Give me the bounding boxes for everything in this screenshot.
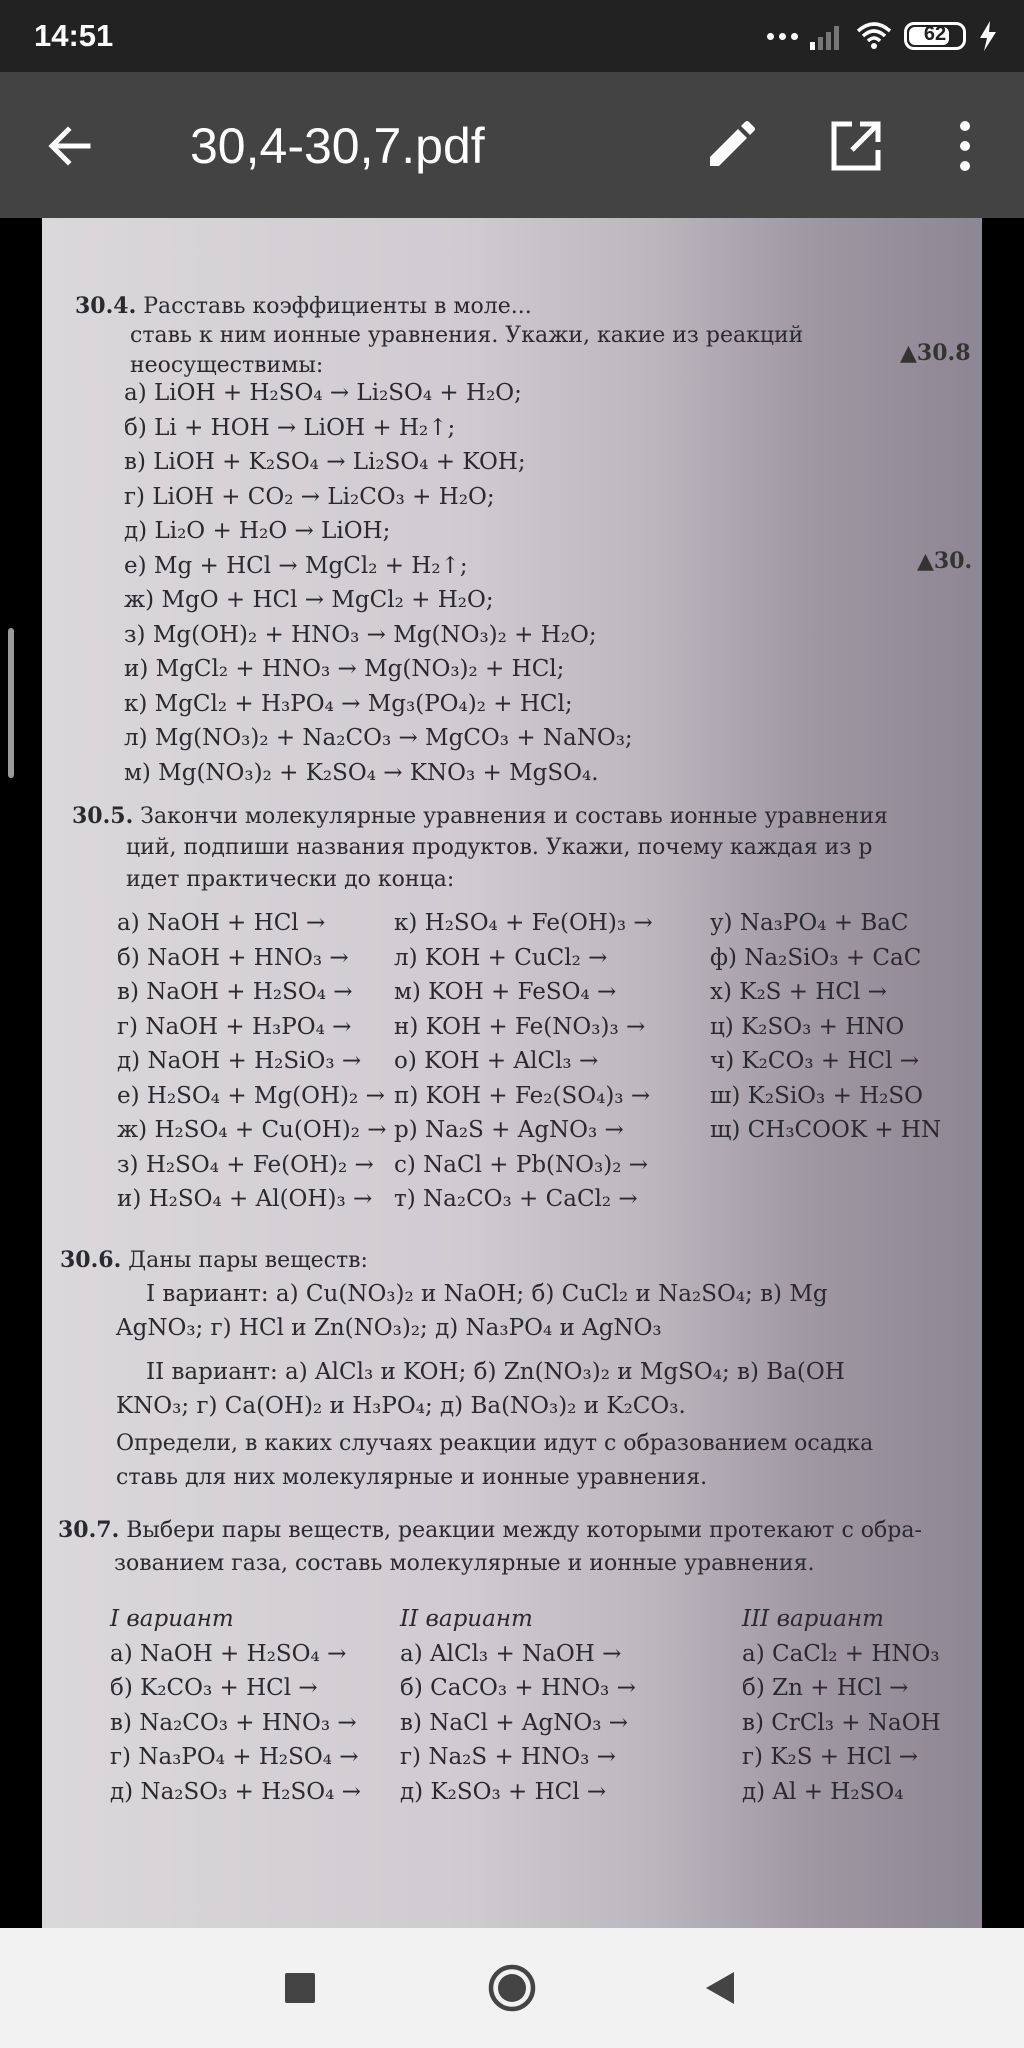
list-item: ц) K₂SO₃ + HNO (710, 1013, 905, 1040)
list-item: м) KOH + FeSO₄ → (394, 979, 617, 1005)
list-item: ж) MgO + HCl → MgCl₂ + H₂O; (124, 587, 494, 613)
exercise-30-5-column-1 (117, 906, 387, 1217)
exercise-30-4-items (124, 376, 633, 790)
variant-heading: II вариант (400, 1606, 533, 1632)
list-item: б) Zn + HCl → (742, 1675, 909, 1701)
battery-icon (904, 22, 966, 50)
navigation-bar (0, 1928, 1024, 2048)
exercise-number: 30.7. (58, 1517, 120, 1543)
list-item: ф) Na₂SiO₃ + CaC (710, 944, 922, 971)
list-item: д) Al + H₂SO₄ (742, 1778, 904, 1805)
document-title: 30,4-30,7.pdf (190, 118, 485, 174)
battery-level: 62 (923, 23, 947, 45)
list-item: ж) H₂SO₄ + Cu(OH)₂ → (117, 1117, 387, 1143)
exercise-30-7-variant-2 (400, 1602, 636, 1809)
list-item: е) H₂SO₄ + Mg(OH)₂ → (117, 1082, 385, 1109)
list-item: з) Mg(OH)₂ + HNO₃ → Mg(NO₃)₂ + H₂O; (124, 621, 597, 648)
exercise-30-6-line-4: II вариант: а) AlCl₃ и KOH; б) Zn(NO₃)₂ и MgSO₄; в) Ba(OH (146, 1359, 845, 1385)
exercise-30-7-line-1: 30.7. Выбери пары веществ, реакции между которыми протекают с обра- (58, 1517, 922, 1543)
list-item: и) H₂SO₄ + Al(OH)₃ → (117, 1186, 373, 1212)
edit-pencil-icon[interactable] (700, 116, 760, 176)
list-item: в) CrCl₃ + NaOH (742, 1709, 941, 1736)
exercise-30-6-line-2: I вариант: а) Cu(NO₃)₂ и NaOH; б) CuCl₂ и Na₂SO₄; в) Mg (146, 1281, 828, 1307)
margin-mark: ▲30.8 (900, 340, 971, 366)
list-item: е) Mg + HCl → MgCl₂ + H₂↑; (124, 552, 468, 579)
list-item: и) MgCl₂ + HNO₃ → Mg(NO₃)₂ + HCl; (124, 656, 565, 682)
list-item: з) H₂SO₄ + Fe(OH)₂ → (117, 1151, 374, 1178)
list-item: ш) K₂SiO₃ + H₂SO (710, 1082, 924, 1109)
wifi-icon (856, 21, 892, 51)
list-item: б) Li + HOH → LiOH + H₂↑; (124, 414, 456, 441)
back-arrow-icon[interactable] (40, 116, 100, 176)
recents-square-icon[interactable] (270, 1958, 330, 2018)
more-dots-icon (767, 33, 798, 40)
status-bar (0, 0, 1024, 72)
list-item: д) NaOH + H₂SiO₃ → (117, 1048, 362, 1074)
list-item: х) K₂S + HCl → (710, 979, 887, 1005)
app-bar (0, 72, 1024, 218)
exercise-number: 30.4. (75, 293, 137, 319)
exercise-30-7-variant-1 (110, 1602, 361, 1809)
list-item: п) KOH + Fe₂(SO₄)₃ → (394, 1082, 651, 1109)
list-item: о) KOH + AlCl₃ → (394, 1048, 599, 1074)
list-item: д) K₂SO₃ + HCl → (400, 1778, 607, 1805)
list-item: л) KOH + CuCl₂ → (394, 944, 608, 971)
list-item: г) LiOH + CO₂ → Li₂CO₃ + H₂O; (124, 483, 495, 510)
exercise-30-4-line-2: ставь к ним ионные уравнения. Укажи, какие из реакций (130, 323, 804, 348)
exercise-30-6-line-1: 30.6. Даны пары веществ: (60, 1247, 368, 1273)
exercise-30-7-line-2: зованием газа, составь молекулярные и ионные уравнения. (114, 1551, 815, 1576)
list-item: г) NaOH + H₃PO₄ → (117, 1013, 352, 1040)
status-icons (767, 16, 998, 56)
list-item: р) Na₂S + AgNO₃ → (394, 1117, 624, 1143)
list-item: а) AlCl₃ + NaOH → (400, 1640, 622, 1667)
list-item: г) Na₂S + HNO₃ → (400, 1744, 616, 1770)
list-item: щ) CH₃COOK + HN (710, 1117, 942, 1143)
list-item: к) MgCl₂ + H₃PO₄ → Mg₃(PO₄)₂ + HCl; (124, 690, 573, 717)
list-item: с) NaCl + Pb(NO₃)₂ → (394, 1151, 648, 1178)
list-item: д) Li₂O + H₂O → LiOH; (124, 518, 391, 544)
exercise-30-6-line-3: AgNO₃; г) HCl и Zn(NO₃)₂; д) Na₃PO₄ и AgNO₃ (116, 1315, 662, 1341)
home-circle-icon[interactable] (482, 1958, 542, 2018)
signal-icon (810, 22, 844, 50)
list-item: в) LiOH + K₂SO₄ → Li₂SO₄ + KOH; (124, 449, 526, 475)
margin-mark: ▲30. (917, 548, 973, 574)
exercise-30-4-line-1: 30.4. Расставь коэффициенты в моле... (75, 293, 532, 319)
scrollbar[interactable] (8, 628, 14, 778)
list-item: у) Na₃PO₄ + BaC (710, 910, 909, 936)
variant-heading: I вариант (110, 1606, 234, 1632)
list-item: к) H₂SO₄ + Fe(OH)₃ → (394, 910, 653, 936)
variant-heading: III вариант (742, 1606, 884, 1632)
list-item: а) LiOH + H₂SO₄ → Li₂SO₄ + H₂O; (124, 380, 522, 406)
list-item: а) CaCl₂ + HNO₃ (742, 1640, 940, 1667)
list-item: б) NaOH + HNO₃ → (117, 944, 349, 971)
list-item: л) Mg(NO₃)₂ + Na₂CO₃ → MgCO₃ + NaNO₃; (124, 725, 633, 751)
list-item: а) NaOH + HCl → (117, 910, 326, 936)
exercise-30-6-line-6: Определи, в каких случаях реакции идут с образованием осадка (116, 1431, 874, 1456)
pdf-page (42, 218, 982, 1928)
list-item: в) NaOH + H₂SO₄ → (117, 979, 353, 1005)
list-item: б) K₂CO₃ + HCl → (110, 1675, 318, 1701)
list-item: в) Na₂CO₃ + HNO₃ → (110, 1709, 357, 1736)
list-item: г) Na₃PO₄ + H₂SO₄ → (110, 1744, 359, 1770)
exercise-30-5-line-3: идет практически до конца: (126, 867, 455, 892)
exercise-30-6-line-7: ставь для них молекулярные и ионные уравнения. (116, 1465, 708, 1490)
exercise-number: 30.5. (72, 803, 134, 829)
list-item: т) Na₂CO₃ + CaCl₂ → (394, 1186, 638, 1212)
list-item: г) K₂S + HCl → (742, 1744, 918, 1770)
list-item: ч) K₂CO₃ + HCl → (710, 1048, 920, 1074)
list-item: м) Mg(NO₃)₂ + K₂SO₄ → KNO₃ + MgSO₄. (124, 759, 599, 786)
more-vert-icon[interactable] (935, 116, 995, 176)
back-triangle-icon[interactable] (690, 1958, 750, 2018)
exercise-30-7-variant-3 (742, 1602, 941, 1809)
charging-icon (978, 21, 998, 51)
exercise-30-4-line-3: неосуществимы: (130, 353, 324, 378)
exercise-30-6-line-5: KNO₃; г) Ca(OH)₂ и H₃PO₄; д) Ba(NO₃)₂ и K₂CO₃. (116, 1393, 686, 1419)
list-item: в) NaCl + AgNO₃ → (400, 1709, 629, 1736)
exercise-number: 30.6. (60, 1247, 122, 1273)
list-item: д) Na₂SO₃ + H₂SO₄ → (110, 1778, 361, 1805)
list-item: н) KOH + Fe(NO₃)₃ → (394, 1013, 646, 1040)
status-time: 14:51 (34, 18, 114, 53)
list-item: б) CaCO₃ + HNO₃ → (400, 1675, 636, 1701)
exercise-30-5-line-2: ций, подпиши названия продуктов. Укажи, почему каждая из р (126, 835, 873, 860)
list-item: а) NaOH + H₂SO₄ → (110, 1640, 347, 1667)
pdf-viewer[interactable] (0, 218, 1024, 1928)
exercise-30-5-column-2 (394, 906, 653, 1217)
open-external-icon[interactable] (826, 116, 886, 176)
exercise-30-5-line-1: 30.5. Закончи молекулярные уравнения и составь ионные уравнения (72, 803, 888, 829)
exercise-30-5-column-3 (710, 906, 941, 1148)
